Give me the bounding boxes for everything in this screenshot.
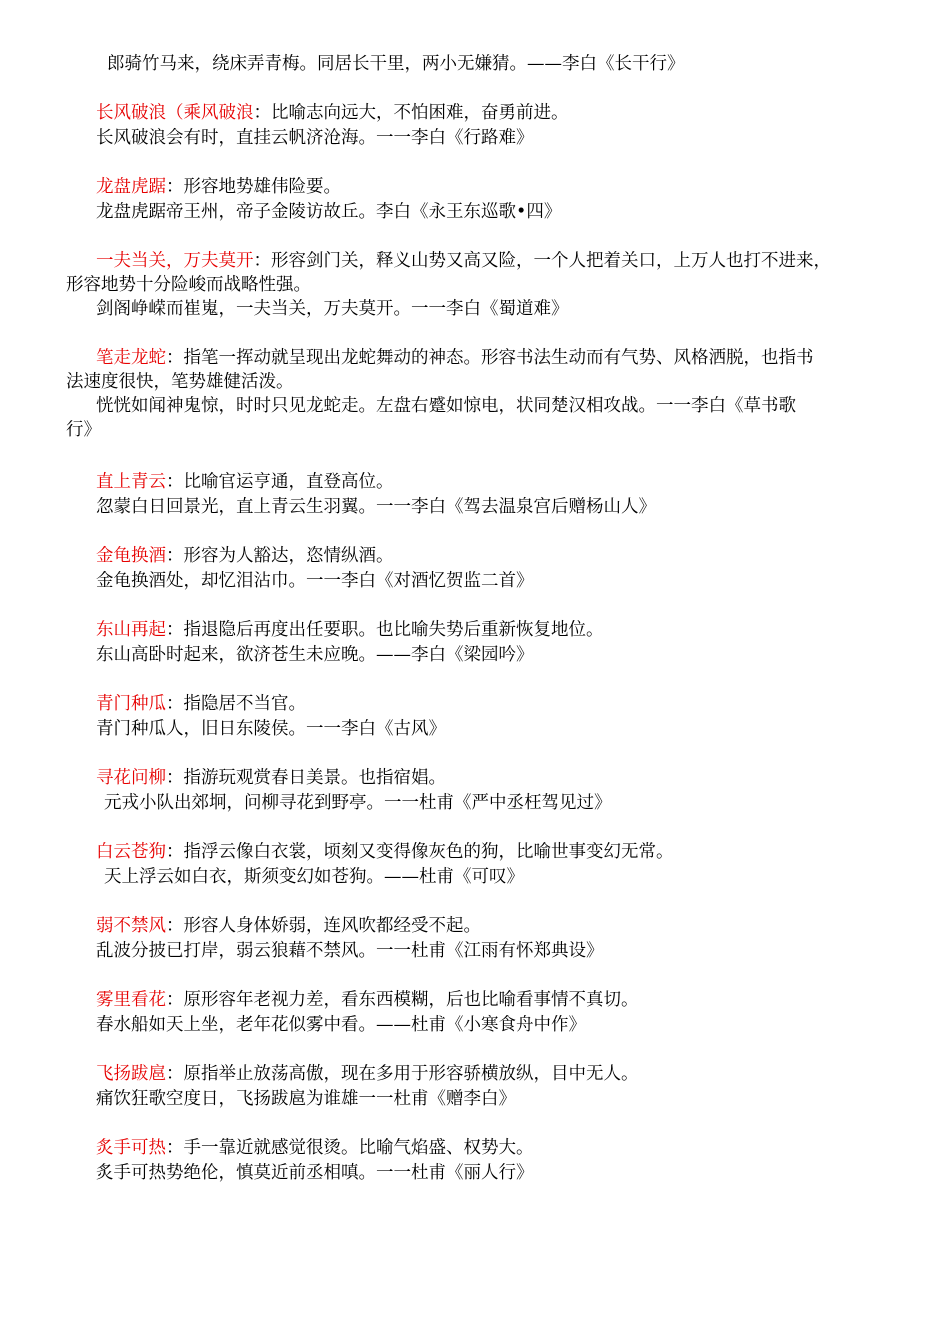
idiom-definition-continued: 形容地势十分险峻而战略性强。	[66, 275, 311, 295]
idiom-term: 一夫当关，万夫莫开	[96, 251, 254, 271]
intro-quote: 郎骑竹马来，绕床弄青梅。同居长干里，两小无嫌猜。——李白《长干行》	[107, 54, 685, 74]
idiom-term: 直上青云	[96, 472, 166, 492]
entry-heading	[96, 766, 896, 790]
poem-quote: 炙手可热势绝伦，慎莫近前丞相嗔。一一杜甫《丽人行》	[96, 1163, 534, 1183]
entry-heading	[96, 1136, 896, 1160]
entry-heading	[96, 988, 896, 1012]
poem-quote: 剑阁峥嵘而崔嵬，一夫当关，万夫莫开。一一李白《蜀道难》	[96, 299, 569, 319]
idiom-term: 长风破浪（乘风破浪	[96, 103, 254, 123]
entry-heading	[96, 101, 896, 125]
poem-quote: 忽蒙白日回景光，直上青云生羽翼。一一李白《驾去温泉宫后赠杨山人》	[96, 497, 656, 517]
idiom-definition: ：指隐居不当官。	[166, 694, 306, 714]
poem-quote: 金龟换酒处，却忆泪沾巾。一一李白《对酒忆贺监二首》	[96, 571, 534, 591]
idiom-definition: ：指浮云像白衣裳，顷刻又变得像灰色的狗，比喻世事变幻无常。	[166, 842, 674, 862]
poem-quote: 恍恍如闻神鬼惊，时时只见龙蛇走。左盘右蹙如惊电，状同楚汉相攻战。一一李白《草书歌	[96, 396, 796, 416]
entry-heading	[96, 249, 896, 273]
idiom-term: 东山再起	[96, 620, 166, 640]
entry-heading	[96, 346, 896, 370]
idiom-definition: ：指游玩观赏春日美景。也指宿娼。	[166, 768, 446, 788]
poem-quote: 乱波分披已打岸，弱云狼藉不禁风。一一杜甫《江雨有怀郑典设》	[96, 941, 604, 961]
entry-heading	[96, 618, 896, 642]
idiom-definition: ：指退隐后再度出任要职。也比喻失势后重新恢复地位。	[166, 620, 604, 640]
poem-quote: 痛饮狂歌空度日，飞扬跋扈为谁雄一一杜甫《赠李白》	[96, 1089, 516, 1109]
idiom-term: 笔走龙蛇	[96, 348, 166, 368]
idiom-definition: ：原指举止放荡高傲，现在多用于形容骄横放纵，目中无人。	[166, 1064, 639, 1084]
entry-heading	[96, 914, 896, 938]
entry-heading	[96, 840, 896, 864]
idiom-definition-continued: 法速度很快，笔势雄健活泼。	[66, 372, 294, 392]
idiom-definition: ：手一靠近就感觉很烫。比喻气焰盛、权势大。	[166, 1138, 534, 1158]
idiom-term: 龙盘虎踞	[96, 177, 166, 197]
idiom-term: 青门种瓜	[96, 694, 166, 714]
poem-quote: 春水船如天上坐，老年花似雾中看。——杜甫《小寒食舟中作》	[96, 1015, 586, 1035]
entry-heading	[96, 470, 896, 494]
poem-quote: 东山高卧时起来，欲济苍生未应晚。——李白《梁园吟》	[96, 645, 534, 665]
idiom-definition: ：比喻官运亨通，直登高位。	[166, 472, 394, 492]
entry-heading	[96, 692, 896, 716]
entry-heading	[96, 544, 896, 568]
idiom-term: 雾里看花	[96, 990, 166, 1010]
idiom-term: 飞扬跋扈	[96, 1064, 166, 1084]
poem-quote: 天上浮云如白衣，斯须变幻如苍狗。——杜甫《可叹》	[104, 867, 524, 887]
idiom-definition: ：形容剑门关，释义山势又高又险，一个人把着关口，上万人也打不进来，	[253, 251, 831, 271]
idiom-definition: ：指笔一挥动就呈现出龙蛇舞动的神态。形容书法生动而有气势、风格洒脱，也指书	[166, 348, 814, 368]
poem-quote: 元戎小队出郊坰，问柳寻花到野亭。一一杜甫《严中丞枉驾见过》	[104, 793, 612, 813]
poem-quote-continued: 行》	[66, 420, 101, 440]
idiom-term: 寻花问柳	[96, 768, 166, 788]
idiom-definition: ：比喻志向远大，不怕困难，奋勇前进。	[253, 103, 569, 123]
idiom-definition: ：形容地势雄伟险要。	[166, 177, 341, 197]
idiom-definition: ：原形容年老视力差，看东西模糊，后也比喻看事情不真切。	[166, 990, 639, 1010]
entry-heading	[96, 1062, 896, 1086]
idiom-term: 白云苍狗	[96, 842, 166, 862]
entry-heading	[96, 175, 896, 199]
idiom-term: 弱不禁风	[96, 916, 166, 936]
poem-quote: 长风破浪会有时，直挂云帆济沧海。一一李白《行路难》	[96, 128, 534, 148]
idiom-term: 金龟换酒	[96, 546, 166, 566]
idiom-definition: ：形容为人豁达，恣情纵酒。	[166, 546, 394, 566]
idiom-definition: ：形容人身体娇弱，连风吹都经受不起。	[166, 916, 481, 936]
poem-quote: 青门种瓜人，旧日东陵侯。一一李白《古风》	[96, 719, 446, 739]
poem-quote: 龙盘虎踞帝王州，帝子金陵访故丘。李白《永王东巡歌•四》	[96, 202, 562, 222]
idiom-term: 炙手可热	[96, 1138, 166, 1158]
